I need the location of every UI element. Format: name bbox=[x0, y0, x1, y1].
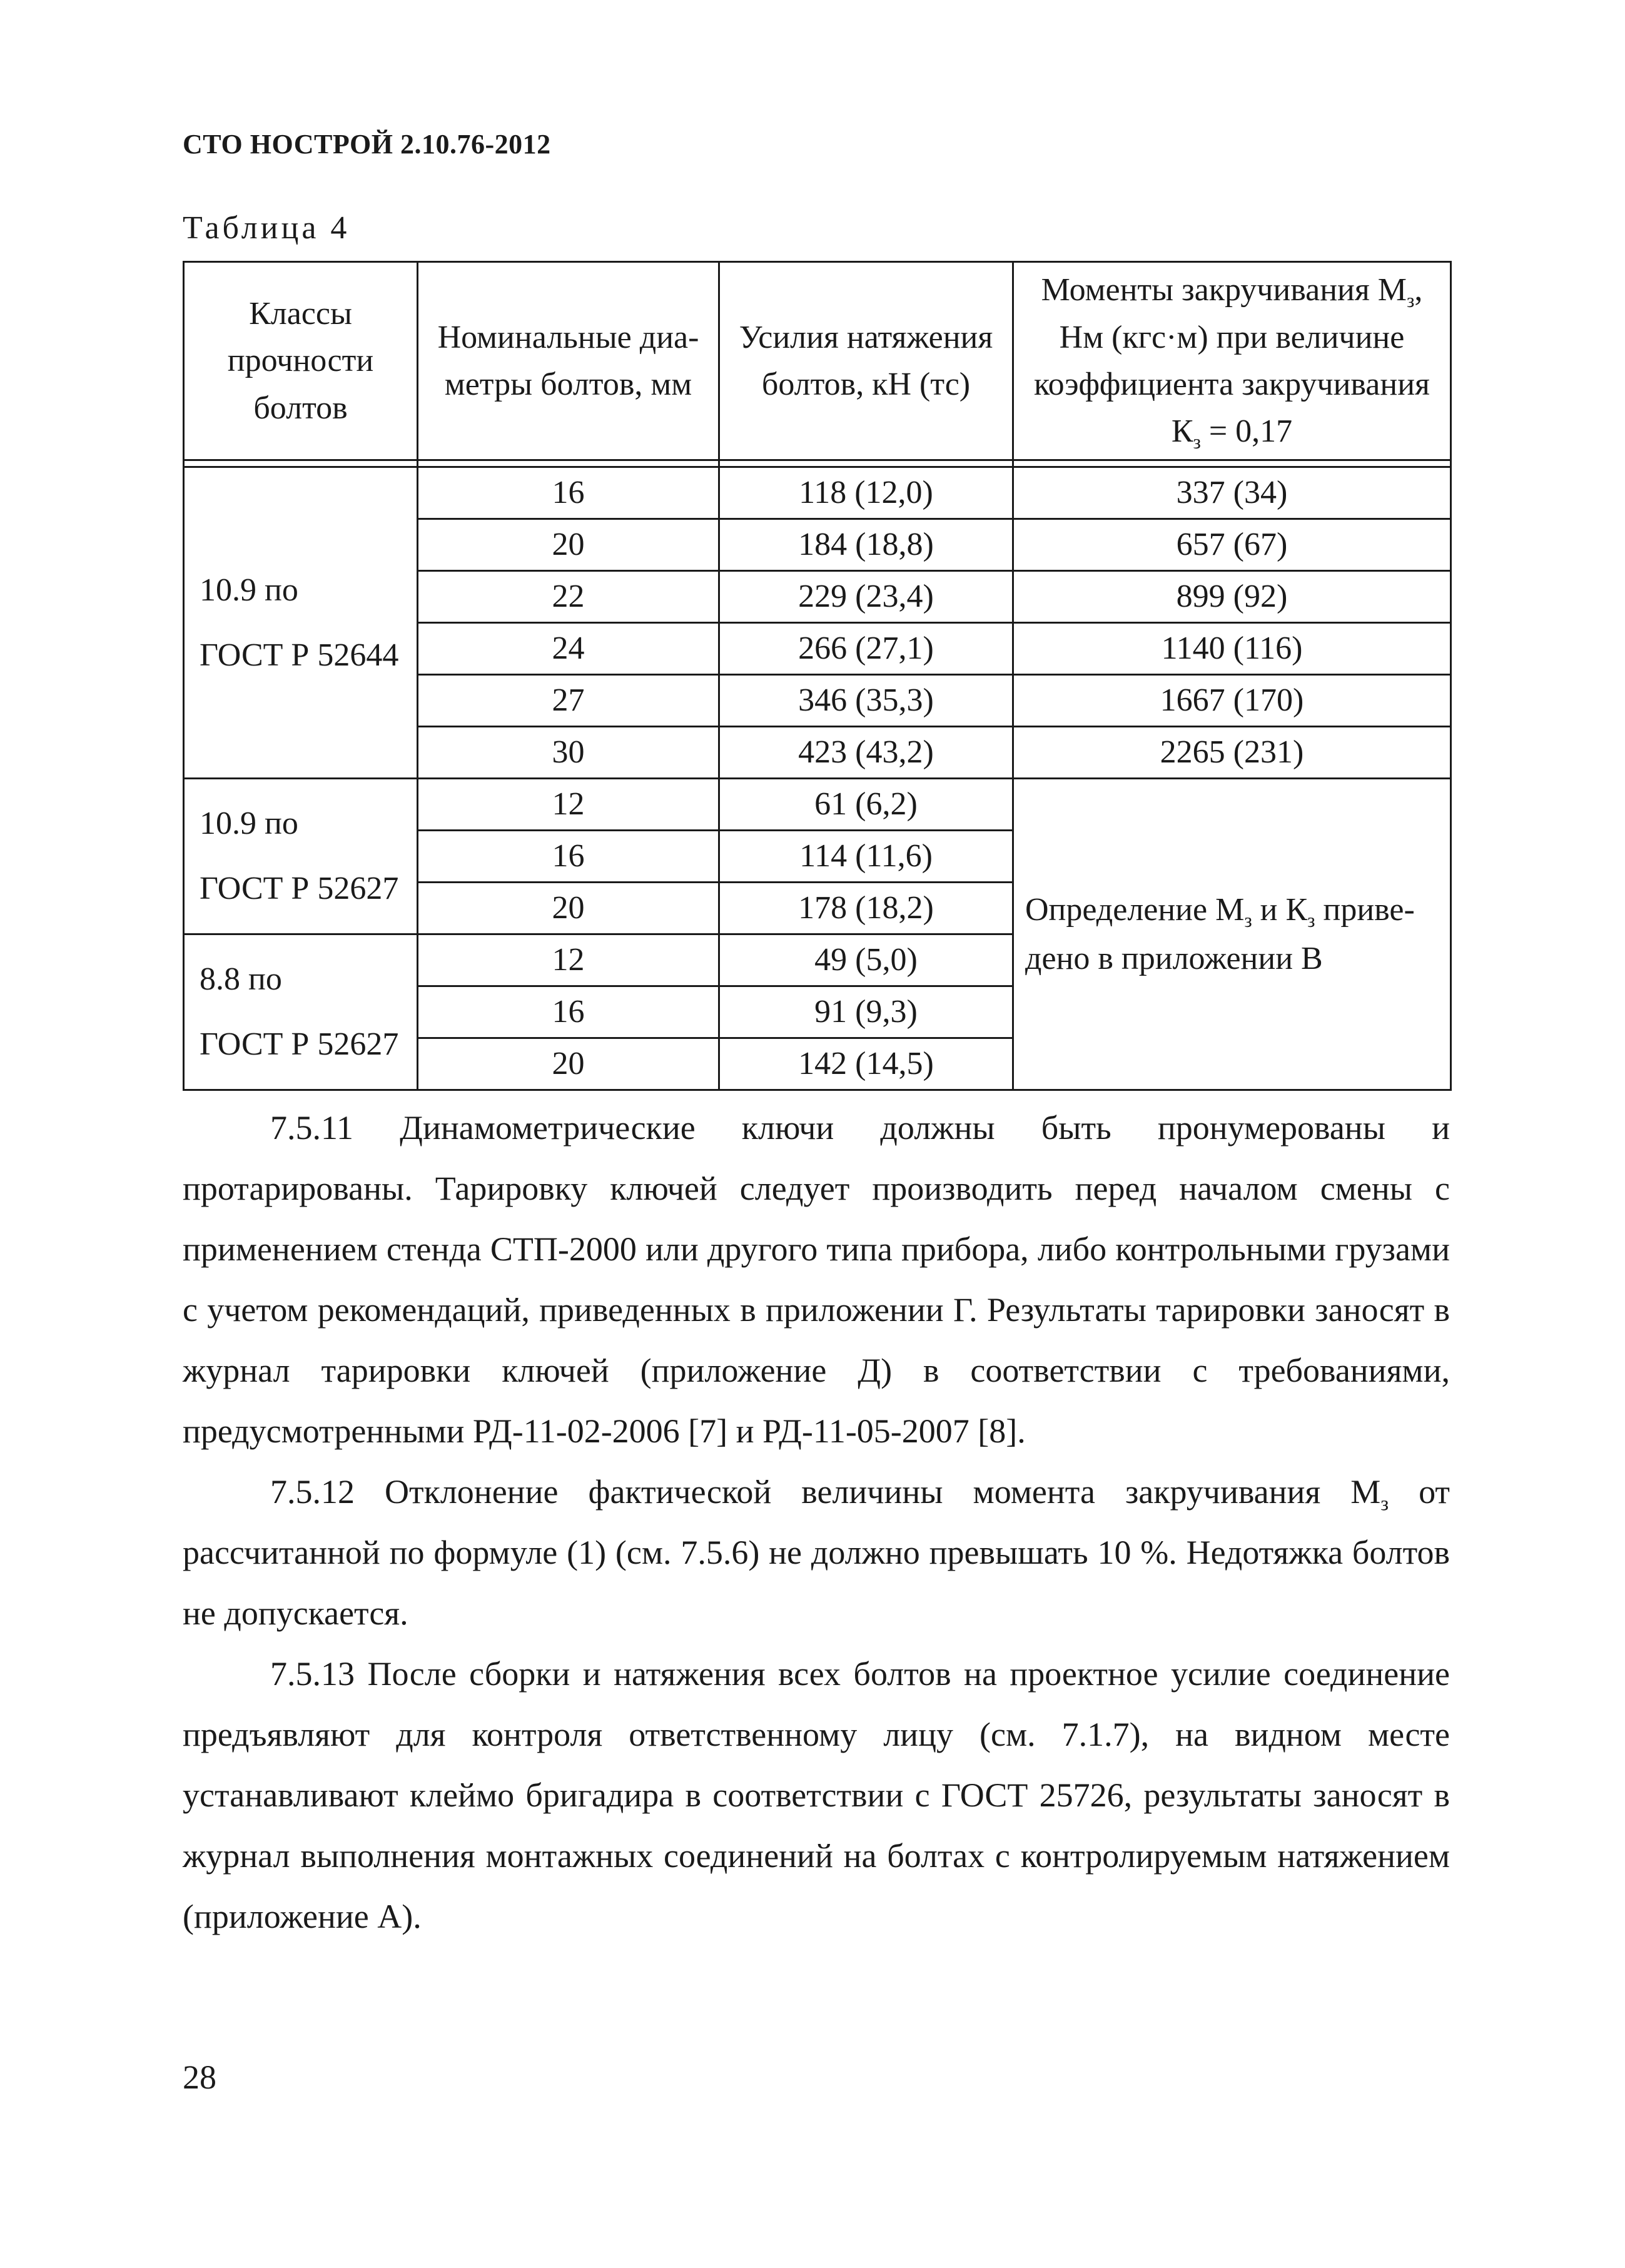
table-row bbox=[184, 779, 1451, 831]
strength-class-line1: 8.8 по bbox=[200, 961, 282, 997]
strength-class-cell bbox=[184, 934, 418, 1090]
force-cell: 266 (27,1) bbox=[719, 623, 1013, 675]
paragraph-7-5-12-part1: 7.5.12 Отклонение фактической величины момента закручивания М bbox=[270, 1473, 1381, 1511]
header-torque-line2: Нм (кгс·м) при величине коэффициента закручивания bbox=[1034, 319, 1430, 402]
force-cell: 61 (6,2) bbox=[719, 779, 1013, 831]
paragraph-7-5-12-sub: з bbox=[1380, 1492, 1389, 1516]
note-sub-1: з bbox=[1244, 909, 1252, 931]
diameter-cell: 12 bbox=[418, 779, 719, 831]
moment-cell: 337 (34) bbox=[1013, 467, 1451, 519]
note-sub-2: з bbox=[1307, 909, 1315, 931]
header-nominal-diameter: Номинальные диа-метры болтов, мм bbox=[418, 262, 719, 460]
paragraph-7-5-11: 7.5.11 Динамометрические ключи должны быть пронумерованы и протарированы. Тарировку ключей следует производить перед началом смены с применением стенда СТП-2000 или другого типа прибора, либо контрольными грузами с учетом рекомендаций, приведенных в приложении Г. Результаты тарировки заносят в журнал тарировки ключей (приложение Д) в соответствии с требованиями, предусмотренными РД-11-02-2006 [7] и РД-11-05-2007 [8]. bbox=[183, 1109, 1450, 1450]
force-cell: 118 (12,0) bbox=[719, 467, 1013, 519]
force-cell: 184 (18,8) bbox=[719, 519, 1013, 571]
strength-class-cell bbox=[184, 467, 418, 779]
header-separator bbox=[184, 460, 1451, 467]
diameter-cell: 20 bbox=[418, 1038, 719, 1090]
moment-cell: 1667 (170) bbox=[1013, 675, 1451, 727]
header-torque-line3-end: = 0,17 bbox=[1200, 413, 1293, 450]
diameter-cell: 16 bbox=[418, 986, 719, 1038]
paragraph-7-5-12 bbox=[183, 1462, 1450, 1644]
header-torque-line1: Моменты закручивания М bbox=[1041, 272, 1407, 308]
diameter-cell: 22 bbox=[418, 571, 719, 623]
moment-cell: 1140 (116) bbox=[1013, 623, 1451, 675]
force-cell: 178 (18,2) bbox=[719, 883, 1013, 934]
strength-class-line2: ГОСТ Р 52627 bbox=[200, 871, 399, 906]
note-text-2: и К bbox=[1252, 891, 1308, 928]
strength-class-line1: 10.9 по bbox=[200, 572, 298, 608]
table-title: Таблица 4 bbox=[183, 210, 350, 246]
strength-class-cell bbox=[184, 779, 418, 934]
header-tension-force: Усилия натяжения болтов, кН (тс) bbox=[719, 262, 1013, 460]
moment-cell: 657 (67) bbox=[1013, 519, 1451, 571]
diameter-cell: 16 bbox=[418, 467, 719, 519]
diameter-cell: 27 bbox=[418, 675, 719, 727]
table-header-row bbox=[184, 262, 1451, 460]
header-strength-class: Классы прочности болтов bbox=[184, 262, 418, 460]
force-cell: 49 (5,0) bbox=[719, 934, 1013, 986]
header-torque-sub1: з bbox=[1407, 290, 1415, 312]
diameter-cell: 20 bbox=[418, 519, 719, 571]
moment-cell: 899 (92) bbox=[1013, 571, 1451, 623]
moment-cell: 2265 (231) bbox=[1013, 727, 1451, 779]
force-cell: 346 (35,3) bbox=[719, 675, 1013, 727]
force-cell: 423 (43,2) bbox=[719, 727, 1013, 779]
diameter-cell: 30 bbox=[418, 727, 719, 779]
note-text-3: приве-дено в приложении В bbox=[1025, 891, 1415, 976]
header-torque-line1-end: , bbox=[1414, 272, 1423, 308]
diameter-cell: 16 bbox=[418, 831, 719, 883]
note-text-1: Определение М bbox=[1025, 891, 1245, 928]
force-cell: 114 (11,6) bbox=[719, 831, 1013, 883]
strength-class-line2: ГОСТ Р 52627 bbox=[200, 1026, 399, 1062]
strength-class-line1: 10.9 по bbox=[200, 806, 298, 841]
header-torque-moment bbox=[1013, 262, 1451, 460]
diameter-cell: 12 bbox=[418, 934, 719, 986]
moment-note-cell bbox=[1013, 779, 1451, 1090]
header-torque-sub2: з bbox=[1193, 431, 1201, 453]
paragraph-7-5-12-part2: от рассчитанной по формуле (1) (см. 7.5.6) не должно превышать 10 %. Недотяжка болтов не допускается. bbox=[183, 1473, 1450, 1632]
strength-class-line2: ГОСТ Р 52644 bbox=[200, 637, 399, 673]
body-text bbox=[183, 1098, 1450, 1947]
diameter-cell: 20 bbox=[418, 883, 719, 934]
force-cell: 91 (9,3) bbox=[719, 986, 1013, 1038]
document-code: СТО НОСТРОЙ 2.10.76-2012 bbox=[183, 129, 551, 159]
header-torque-line3: К bbox=[1171, 413, 1193, 450]
force-cell: 229 (23,4) bbox=[719, 571, 1013, 623]
page-number: 28 bbox=[183, 2058, 216, 2096]
bolt-tension-table bbox=[183, 261, 1452, 1091]
table-row bbox=[184, 467, 1451, 519]
diameter-cell: 24 bbox=[418, 623, 719, 675]
force-cell: 142 (14,5) bbox=[719, 1038, 1013, 1090]
paragraph-7-5-13: 7.5.13 После сборки и натяжения всех болтов на проектное усилие соединение предъявляют для контроля ответственному лицу (см. 7.1.7), на видном месте устанавливают клеймо бригадира в соответствии с ГОСТ 25726, результаты заносят в журнал выполнения монтажных соединений на болтах с контролируемым натяжением (приложение А). bbox=[183, 1655, 1450, 1935]
